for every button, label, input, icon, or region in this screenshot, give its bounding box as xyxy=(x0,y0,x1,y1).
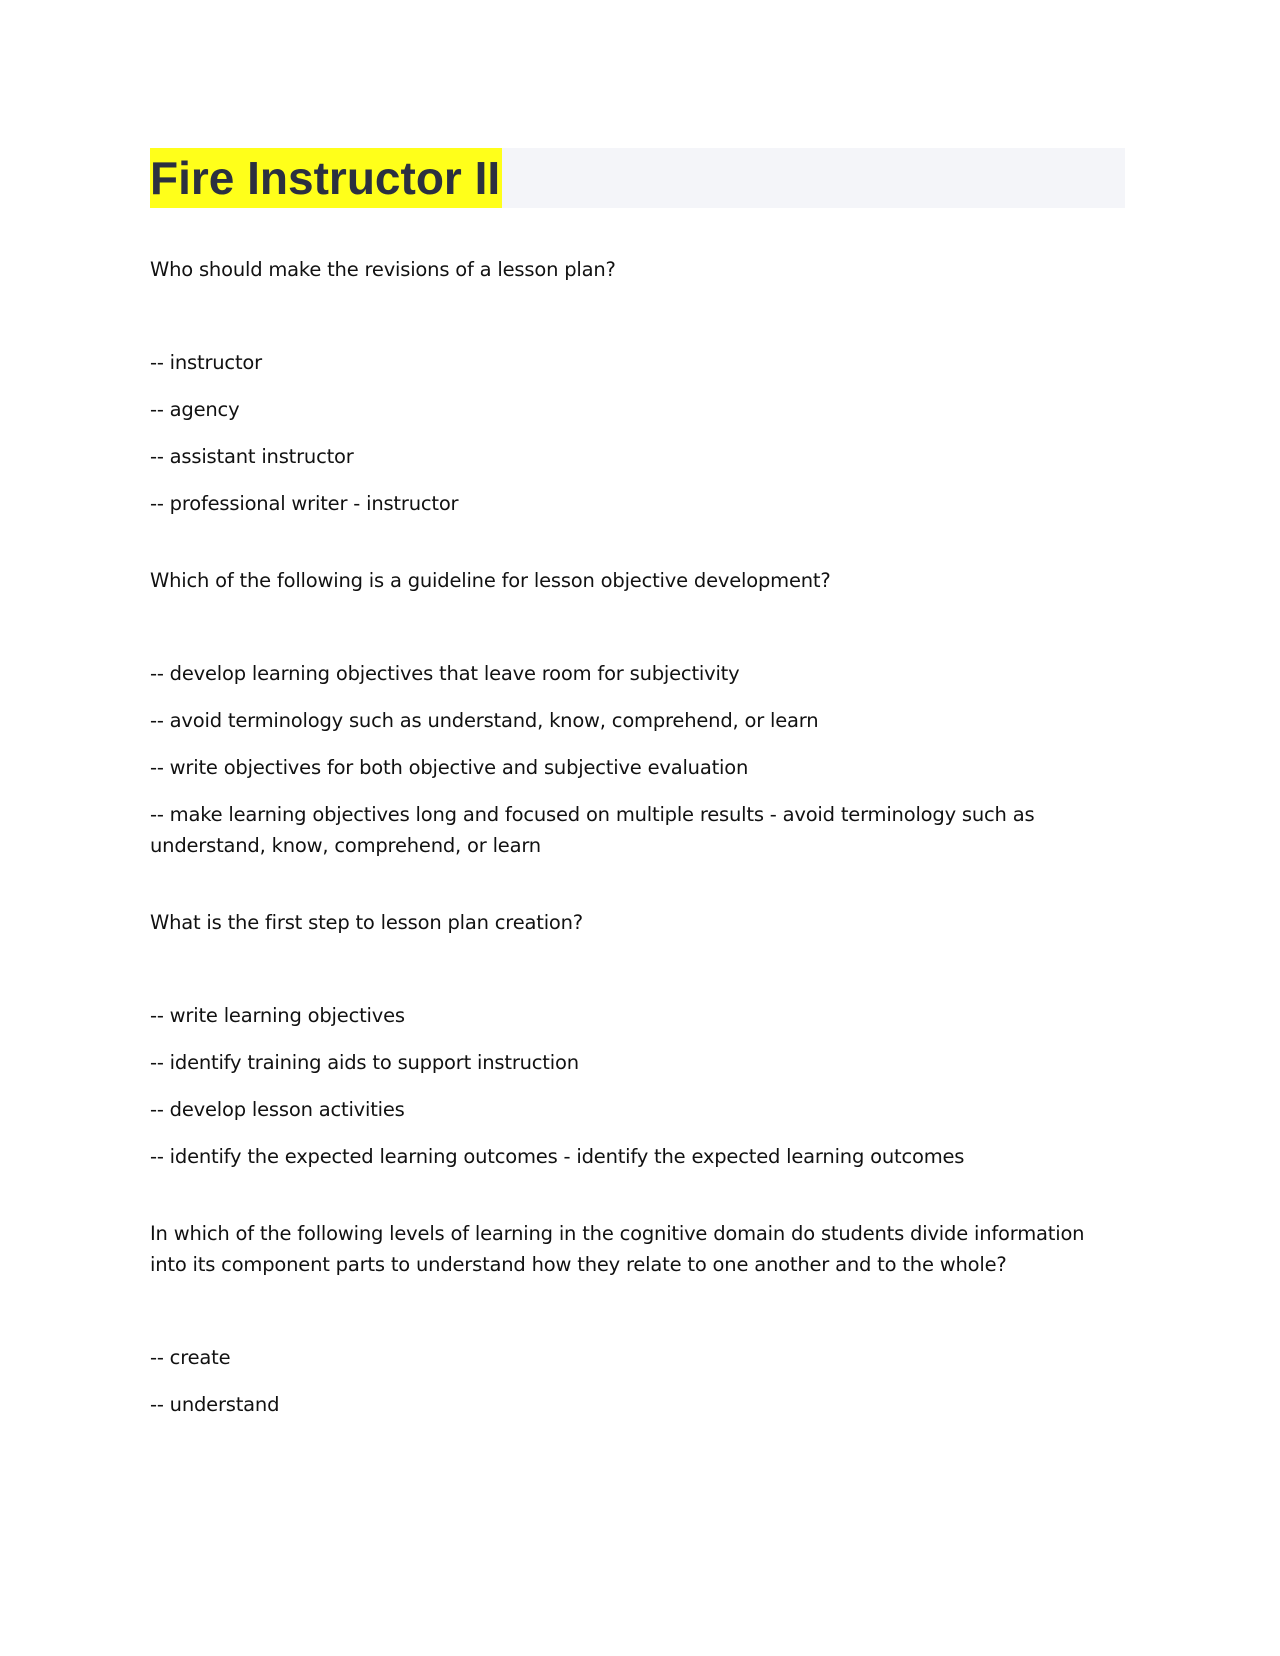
question-text: Which of the following is a guideline for lesson objective development? xyxy=(150,569,831,592)
answer-options xyxy=(150,347,1125,519)
question-text: In which of the following levels of learning in the cognitive domain do students divide information into its component parts to understand how they relate to one another and to the whole? xyxy=(150,1222,1085,1276)
answer-options xyxy=(150,658,1125,861)
answer-option: -- agency xyxy=(150,398,240,421)
document-page xyxy=(150,148,1125,1436)
answer-option: -- write learning objectives xyxy=(150,1004,405,1027)
answer-option: -- develop learning objectives that leave room for subjectivity xyxy=(150,662,740,685)
answer-option: -- assistant instructor xyxy=(150,445,354,468)
question-block-4 xyxy=(150,1218,1125,1420)
answer-option: -- identify the expected learning outcomes - identify the expected learning outcomes xyxy=(150,1145,965,1168)
question-text: Who should make the revisions of a lesson plan? xyxy=(150,258,616,281)
answer-option: -- make learning objectives long and focused on multiple results - avoid terminology such as understand, know, comprehend, or learn xyxy=(150,803,1035,857)
document-body xyxy=(150,254,1125,1420)
answer-options xyxy=(150,1000,1125,1172)
title-band xyxy=(150,148,1125,208)
document-title: Fire Instructor II xyxy=(150,148,502,208)
answer-option: -- avoid terminology such as understand, know, comprehend, or learn xyxy=(150,709,819,732)
answer-option: -- understand xyxy=(150,1393,280,1416)
question-block-2 xyxy=(150,565,1125,861)
answer-option: -- instructor xyxy=(150,351,262,374)
answer-option: -- identify training aids to support instruction xyxy=(150,1051,579,1074)
answer-option: -- write objectives for both objective and subjective evaluation xyxy=(150,756,749,779)
answer-option: -- develop lesson activities xyxy=(150,1098,405,1121)
question-text: What is the first step to lesson plan creation? xyxy=(150,911,583,934)
question-block-1 xyxy=(150,254,1125,519)
question-block-3 xyxy=(150,907,1125,1172)
answer-options xyxy=(150,1342,1125,1420)
answer-option: -- professional writer - instructor xyxy=(150,492,459,515)
answer-option: -- create xyxy=(150,1346,231,1369)
